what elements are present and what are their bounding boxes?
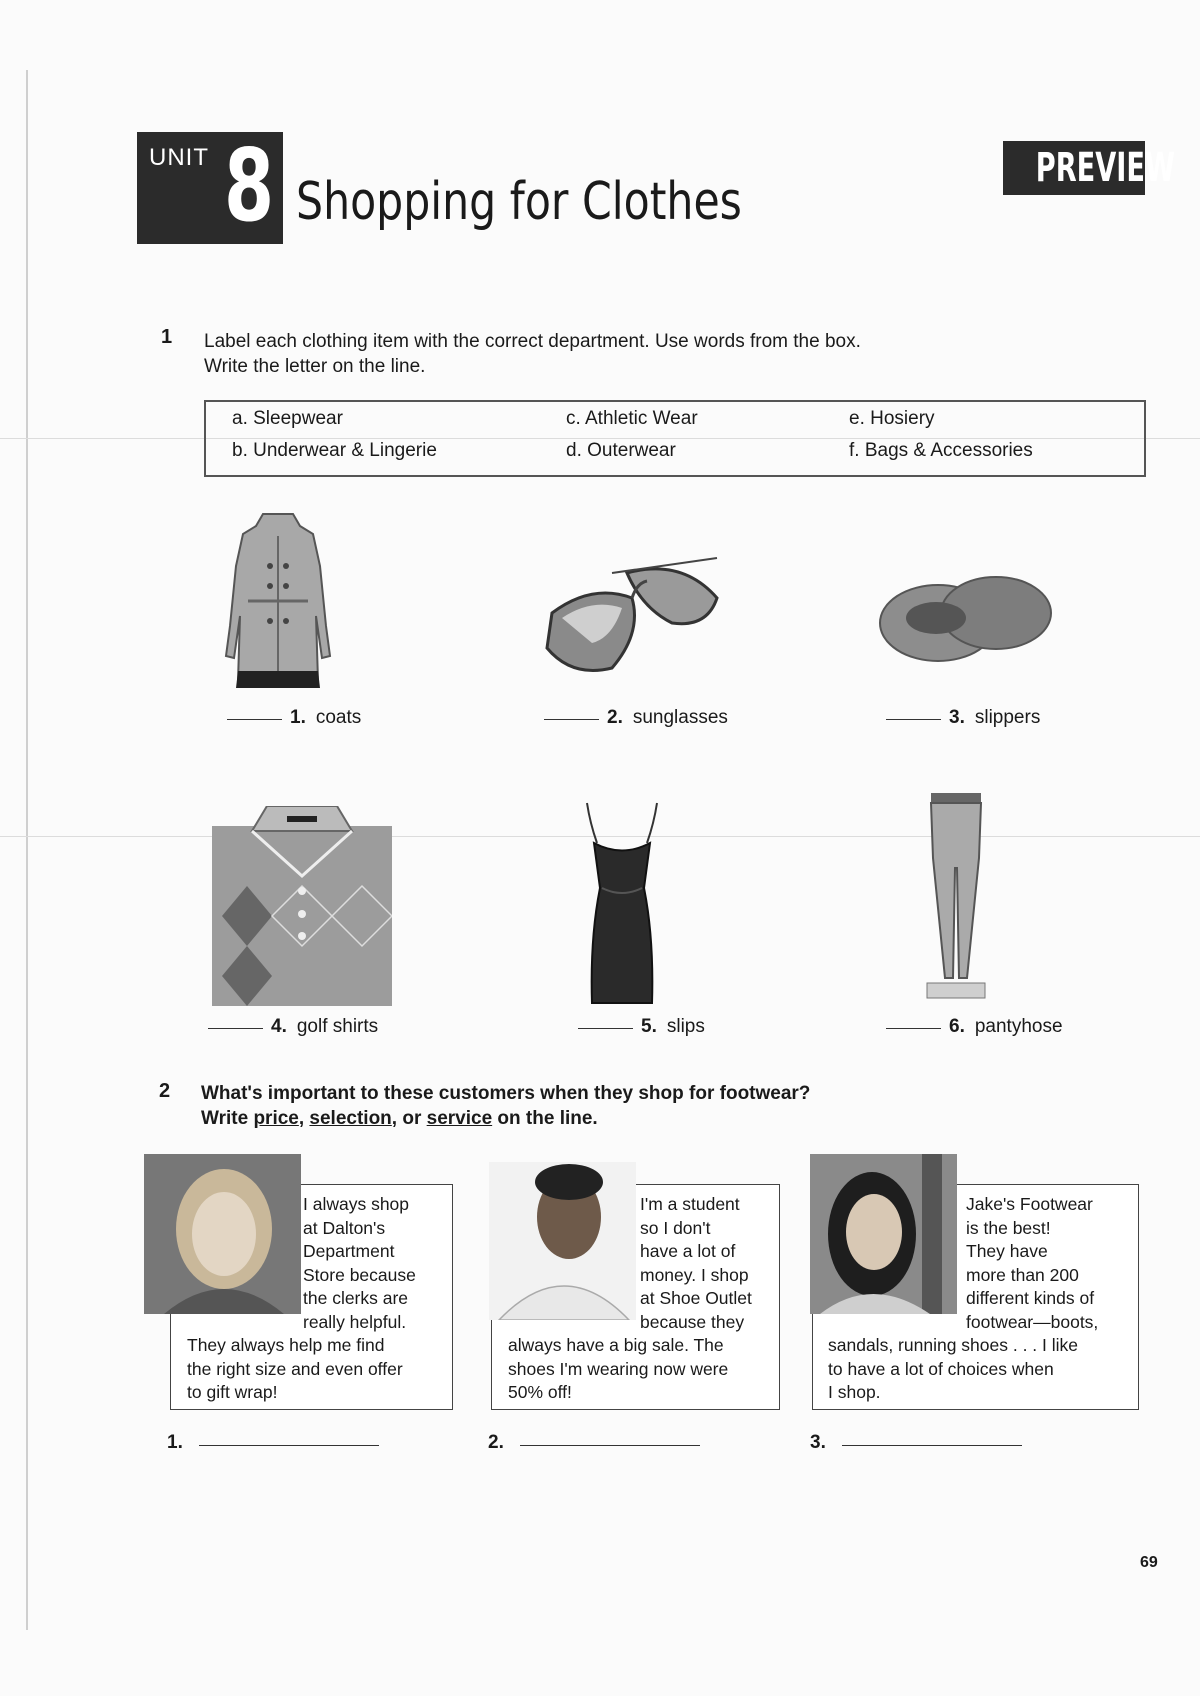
instruction-line: Label each clothing item with the correct department. Use words from the box. xyxy=(204,331,861,352)
item-label-1: 1. coats xyxy=(227,707,361,729)
unit-number: 8 xyxy=(224,127,275,244)
instruction-line: Write price, selection, or service on the line. xyxy=(201,1108,598,1129)
word-option-b: b. Underwear & Lingerie xyxy=(232,440,437,461)
word-option-a: a. Sleepwear xyxy=(232,408,343,429)
page-title: Shopping for Clothes xyxy=(296,172,742,232)
answer-input-1[interactable] xyxy=(199,1445,379,1446)
page-number: 69 xyxy=(1140,1554,1158,1571)
answer-line-1: 1. xyxy=(167,1432,379,1454)
speech-text-2: I'm a student so I don't have a lot of money. I shop at Shoe Outlet because they xyxy=(640,1194,752,1332)
answer-blank[interactable] xyxy=(544,719,599,720)
speech-text-1: I always shop at Dalton's Department Store because the clerks are really helpful. xyxy=(303,1194,416,1332)
instruction-line: What's important to these customers when they shop for footwear? xyxy=(201,1083,811,1104)
exercise-1-number: 1 xyxy=(161,326,173,348)
speech-text-3: Jake's Footwear is the best! They have more than 200 different kinds of footwear—boots, xyxy=(966,1194,1099,1332)
answer-blank[interactable] xyxy=(886,719,941,720)
man-photo-icon xyxy=(489,1162,636,1320)
answer-input-3[interactable] xyxy=(842,1445,1022,1446)
exercise-1-instruction xyxy=(204,329,861,379)
speech-text-2-cont: always have a big sale. The shoes I'm wearing now were 50% off! xyxy=(508,1335,729,1402)
exercise-2-instruction xyxy=(201,1081,810,1131)
woman-photo-icon xyxy=(144,1154,301,1314)
answer-blank[interactable] xyxy=(208,1028,263,1029)
answer-blank[interactable] xyxy=(886,1028,941,1029)
word-option-f: f. Bags & Accessories xyxy=(849,440,1033,461)
golf-shirt-icon xyxy=(212,806,392,1006)
preview-badge: PREVIEW xyxy=(1003,141,1145,195)
answer-input-2[interactable] xyxy=(520,1445,700,1446)
instruction-line: Write the letter on the line. xyxy=(204,356,426,377)
word-box xyxy=(204,400,1146,477)
unit-label: UNIT xyxy=(149,144,209,171)
word-option-d: d. Outerwear xyxy=(566,440,676,461)
answer-line-2: 2. xyxy=(488,1432,700,1454)
woman-photo-icon xyxy=(810,1154,957,1314)
item-label-2: 2. sunglasses xyxy=(544,707,728,729)
coat-icon xyxy=(218,506,338,696)
item-label-6: 6. pantyhose xyxy=(886,1016,1063,1038)
item-label-3: 3. slippers xyxy=(886,707,1040,729)
sunglasses-icon xyxy=(532,553,742,693)
unit-block xyxy=(137,127,283,244)
answer-blank[interactable] xyxy=(578,1028,633,1029)
exercise-2-number: 2 xyxy=(159,1080,171,1102)
speech-text-3-cont: sandals, running shoes . . . I like to have a lot of choices when I shop. xyxy=(828,1335,1078,1402)
word-option-e: e. Hosiery xyxy=(849,408,935,429)
pantyhose-icon xyxy=(921,788,991,1008)
word-option-c: c. Athletic Wear xyxy=(566,408,698,429)
page-edge xyxy=(26,70,28,1630)
answer-blank[interactable] xyxy=(227,719,282,720)
slip-dress-icon xyxy=(572,798,672,1013)
item-label-5: 5. slips xyxy=(578,1016,705,1038)
speech-text-1-cont: They always help me find the right size and even offer to gift wrap! xyxy=(187,1335,403,1402)
answer-line-3: 3. xyxy=(810,1432,1022,1454)
item-label-4: 4. golf shirts xyxy=(208,1016,378,1038)
slippers-icon xyxy=(876,568,1056,673)
